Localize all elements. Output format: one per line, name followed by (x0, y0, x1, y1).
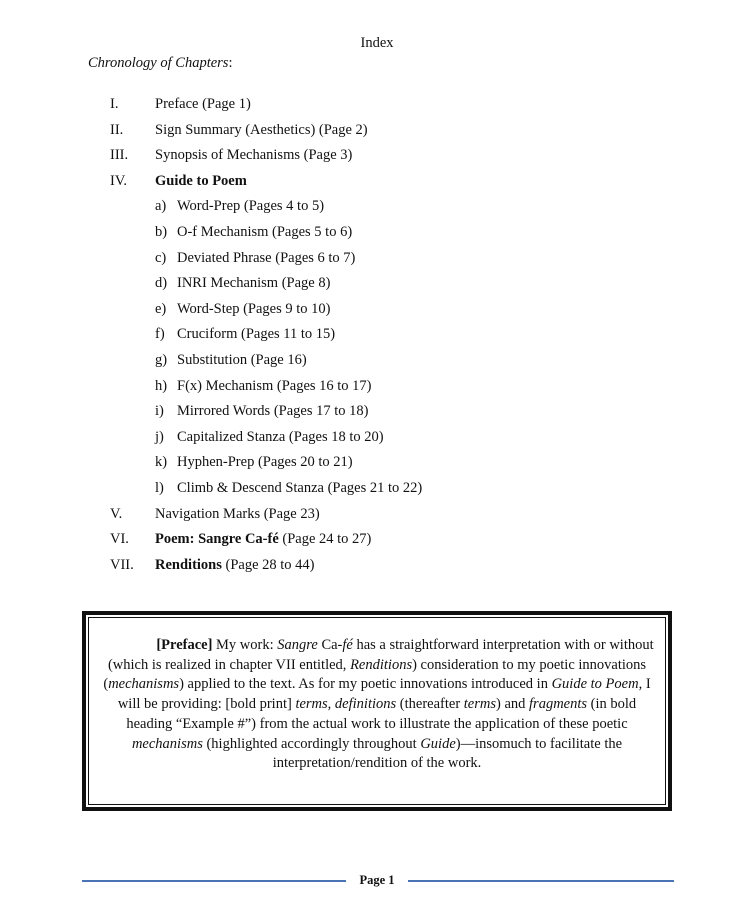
toc-item-text-segment: Capitalized Stanza (Pages 18 to 20) (177, 428, 384, 445)
preface-text-segment: has a straightforward interpretation with or without (which is realized in chapter VII entitled, (107, 637, 654, 673)
toc-item-text-segment: Climb & Descend Stanza (Pages 21 to 22) (177, 480, 423, 496)
toc-item-text (177, 376, 372, 396)
toc-item-text-segment: Word-Step (Pages 9 to 10) (177, 300, 331, 317)
toc-item-number: c) (155, 249, 167, 266)
preface-text-segment: Guide (420, 735, 456, 752)
preface-text-segment: fé (342, 637, 353, 653)
preface-text-segment: Sangre (277, 637, 318, 653)
preface-text-segment: Ca- (317, 637, 343, 653)
toc-item-text-segment: Guide to Poem (155, 172, 247, 189)
toc-item-text-segment: F(x) Mechanism (Pages 16 to 17) (177, 377, 372, 394)
toc-item-text-segment: Word-Prep (Pages 4 to 5) (177, 198, 325, 215)
toc-item-text (155, 555, 315, 575)
toc-item-number: I. (110, 96, 119, 112)
preface-text-segment: ) applied to the text. As for my poetic innovations introduced in (179, 676, 552, 693)
toc-item-number: e) (155, 300, 167, 317)
toc-item-text (177, 248, 355, 268)
toc-item-text (177, 350, 307, 370)
toc-item-text-segment: Synopsis of Mechanisms (Page 3) (155, 147, 353, 164)
toc-item-number: VII. (110, 556, 134, 573)
page-title: Index (360, 35, 394, 51)
preface-text-segment: Renditions (350, 656, 413, 673)
toc-item-number: V. (110, 505, 123, 522)
toc-item-text-segment: Sign Summary (Aesthetics) (Page 2) (155, 121, 368, 138)
toc-item-number: j) (155, 428, 164, 445)
chronology-colon: : (228, 55, 233, 71)
chronology-label: Chronology of Chapters (88, 55, 229, 71)
toc-item-text (177, 401, 368, 421)
preface-text-segment: mechanisms (131, 735, 203, 752)
preface-text-segment: fragments (529, 696, 588, 713)
toc-item-number: f) (155, 326, 165, 343)
toc-item-text-segment: INRI Mechanism (Page 8) (177, 275, 331, 292)
toc-item-number: b) (155, 224, 168, 240)
toc-item-number: g) (155, 352, 168, 368)
preface-text-segment: ) consideration to my poetic innovations ( (103, 656, 647, 693)
toc-item-text-segment: Navigation Marks (Page 23) (155, 505, 320, 522)
toc-item-text-segment: Mirrored Words (Pages 17 to 18) (177, 403, 369, 420)
toc-item-number: i) (155, 403, 164, 420)
preface-text-segment: Guide to Poem (551, 676, 639, 693)
toc-item-number: l) (155, 480, 164, 496)
toc-item-text (155, 504, 320, 524)
toc-item-text-segment: (Page 28 to 44) (221, 556, 315, 573)
toc-item-text (177, 324, 335, 344)
toc-item-text-segment: Poem: Sangre Ca-fé (155, 531, 279, 548)
toc-item-text (177, 273, 330, 293)
preface-text-segment: (highlighted accordingly throughout (202, 735, 421, 752)
toc-item-text (177, 196, 324, 216)
preface-text-segment: mechanisms (108, 676, 180, 693)
preface-text-segment: (thereafter (396, 696, 464, 713)
toc-item-text-segment: O-f Mechanism (Pages 5 to 6) (177, 224, 353, 240)
toc-item-text (177, 299, 330, 319)
preface-text-segment: ) and (496, 696, 530, 713)
footer-page-number: Page 1 (359, 873, 395, 887)
toc-item-text (177, 222, 352, 242)
toc-item-number: III. (110, 147, 129, 164)
toc-item-text-segment: Preface (Page 1) (155, 96, 251, 112)
preface-text-segment: (in bold heading “Example #”) from the actual work to illustrate the application of these poetic (126, 696, 637, 732)
preface-text-segment: definitions (334, 696, 397, 713)
preface-label: [Preface] (156, 637, 213, 653)
toc-item-text-segment: Hyphen-Prep (Pages 20 to 21) (177, 454, 353, 471)
toc-item-number: a) (155, 198, 167, 215)
toc-item-number: VI. (110, 531, 129, 548)
preface-text-segment: , I will be providing: [bold print] (117, 676, 651, 713)
toc-item-text-segment: Renditions (155, 556, 222, 573)
chronology-heading (88, 55, 232, 72)
toc-item-text (155, 120, 368, 140)
preface-paragraph (100, 636, 654, 774)
toc-item-number: k) (155, 454, 168, 471)
preface-text-segment: terms (463, 696, 497, 713)
toc-item-text (177, 452, 353, 472)
toc-item-text (155, 529, 371, 549)
preface-text-segment: terms (295, 696, 328, 713)
toc-item-text-segment: Deviated Phrase (Pages 6 to 7) (177, 249, 356, 266)
toc-item-text-segment: Substitution (Page 16) (177, 352, 307, 368)
toc-item-number: IV. (110, 172, 128, 189)
toc-item-text-segment: (Page 24 to 27) (278, 531, 372, 548)
toc-item-number: II. (110, 121, 124, 138)
toc-item-text (155, 171, 247, 191)
toc-item-number: d) (155, 275, 168, 292)
toc-item-text-segment: Cruciform (Pages 11 to 15) (177, 326, 336, 343)
toc-item-text (155, 94, 251, 114)
toc-item-number: h) (155, 377, 168, 394)
preface-text-segment: My work: (212, 637, 278, 653)
toc-item-text (155, 145, 352, 165)
preface-text-segment: )—insomuch to facilitate the interpretation/rendition of the work. (272, 735, 623, 772)
toc-item-text (177, 427, 384, 447)
toc-item-text (177, 478, 422, 498)
preface-text-segment: , (327, 696, 335, 713)
